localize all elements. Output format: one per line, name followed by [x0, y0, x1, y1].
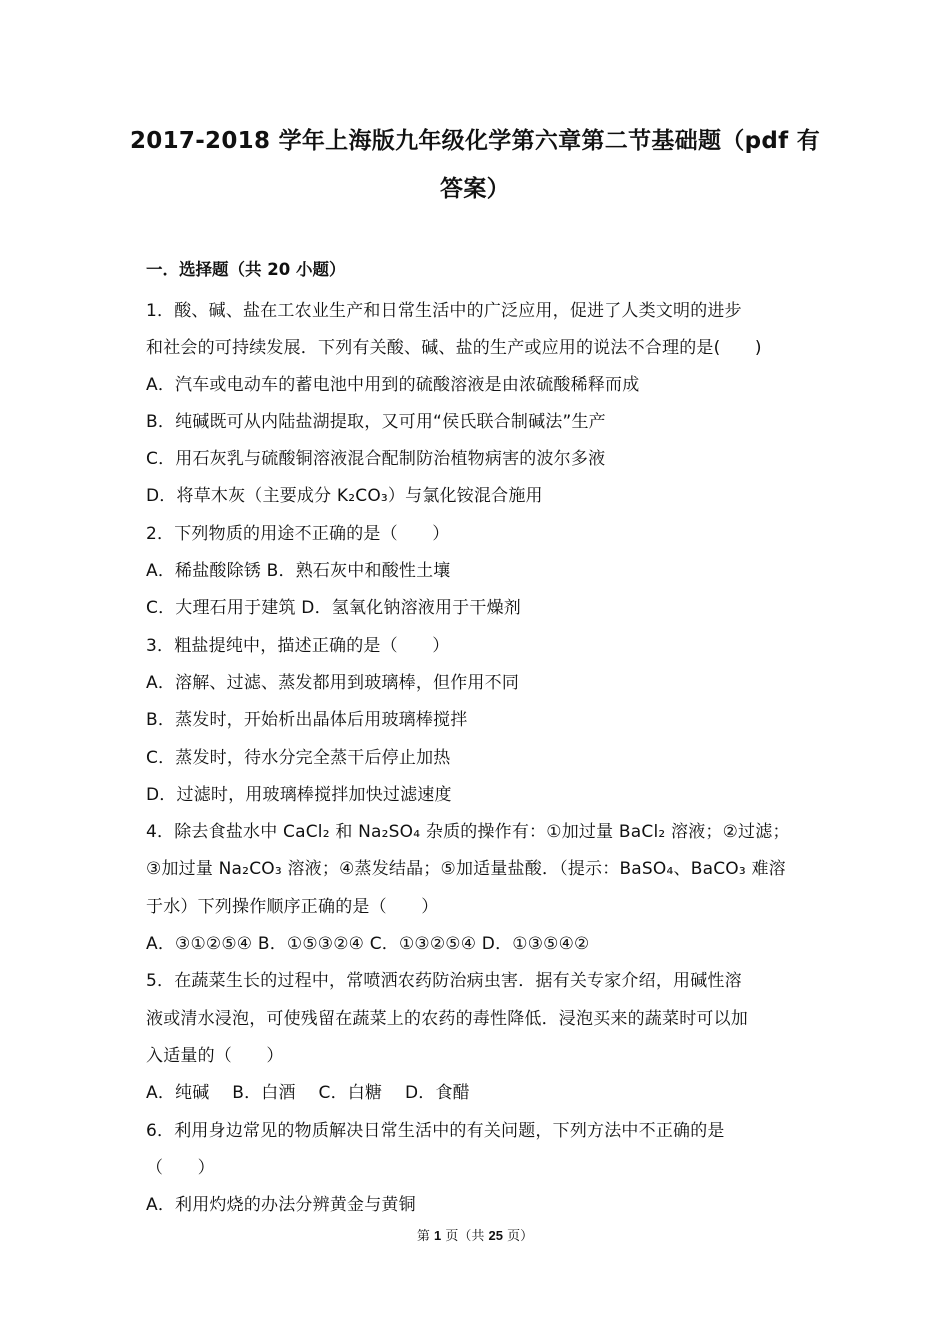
document-title-line-2: 答案）	[440, 176, 510, 202]
question-2-stem: 2．下列物质的用途不正确的是（ ）	[146, 524, 450, 544]
question-3-option-a: A．溶解、过滤、蒸发都用到玻璃棒，但作用不同	[146, 673, 520, 693]
question-3-option-c: C．蒸发时，待水分完全蒸干后停止加热	[146, 748, 451, 768]
question-3-option-d: D．过滤时，用玻璃棒搅拌加快过滤速度	[146, 785, 452, 805]
question-5-line-3: 入适量的（ ）	[146, 1046, 284, 1066]
question-2-options-ab: A．稀盐酸除锈 B．熟石灰中和酸性土壤	[146, 561, 451, 581]
question-1-option-a: A．汽车或电动车的蓄电池中用到的硫酸溶液是由浓硫酸稀释而成	[146, 375, 640, 395]
footer-suffix: 页）	[502, 1229, 534, 1244]
question-1-option-d: D．将草木灰（主要成分 K₂CO₃）与氯化铵混合施用	[146, 486, 543, 506]
question-6-option-a: A．利用灼烧的办法分辨黄金与黄铜	[146, 1195, 416, 1215]
question-6-line-2: （ ）	[146, 1158, 215, 1178]
question-4-options: A．③①②⑤④ B．①⑤③②④ C．①③②⑤④ D．①③⑤④②	[146, 934, 590, 954]
question-5-line-1: 5．在蔬菜生长的过程中，常喷洒农药防治病虫害．据有关专家介绍，用碱性溶	[146, 971, 742, 991]
question-1-line-2: 和社会的可持续发展．下列有关酸、碱、盐的生产或应用的说法不合理的是( )	[146, 338, 762, 358]
question-1-line-1: 1．酸、碱、盐在工农业生产和日常生活中的广泛应用，促进了人类文明的进步	[146, 301, 742, 321]
question-3-option-b: B．蒸发时，开始析出晶体后用玻璃棒搅拌	[146, 710, 468, 730]
question-1-option-c: C．用石灰乳与硫酸铜溶液混合配制防治植物病害的波尔多液	[146, 449, 606, 469]
page-footer	[0, 1226, 950, 1247]
question-1-option-b: B．纯碱既可从内陆盐湖提取，又可用“侯氏联合制碱法”生产	[146, 412, 606, 432]
footer-page-number: 1	[434, 1228, 442, 1243]
document-title-line-1: 2017-2018 学年上海版九年级化学第六章第二节基础题（pdf 有	[129, 128, 821, 154]
section-heading: 一．选择题（共 20 小题）	[146, 260, 346, 279]
question-4-line-1: 4．除去食盐水中 CaCl₂ 和 Na₂SO₄ 杂质的操作有：①加过量 BaCl₂ 溶液；②过滤；	[146, 822, 790, 842]
question-4-line-2: ③加过量 Na₂CO₃ 溶液；④蒸发结晶；⑤加适量盐酸．（提示：BaSO₄、BaCO₃ 难溶	[146, 859, 786, 879]
question-5-line-2: 液或清水浸泡，可使残留在蔬菜上的农药的毒性降低．浸泡买来的蔬菜时可以加	[146, 1009, 748, 1029]
question-3-stem: 3．粗盐提纯中，描述正确的是（ ）	[146, 636, 450, 656]
question-4-line-3: 于水）下列操作顺序正确的是（ ）	[146, 897, 439, 917]
question-2-options-cd: C．大理石用于建筑 D．氢氧化钠溶液用于干燥剂	[146, 598, 521, 618]
question-6-line-1: 6．利用身边常见的物质解决日常生活中的有关问题，下列方法中不正确的是	[146, 1121, 725, 1141]
footer-middle: 页（共	[441, 1229, 489, 1244]
footer-total-pages: 25	[488, 1228, 503, 1243]
footer-prefix: 第	[416, 1229, 435, 1244]
question-5-options: A．纯碱 B．白酒 C．白糖 D．食醋	[146, 1083, 470, 1103]
